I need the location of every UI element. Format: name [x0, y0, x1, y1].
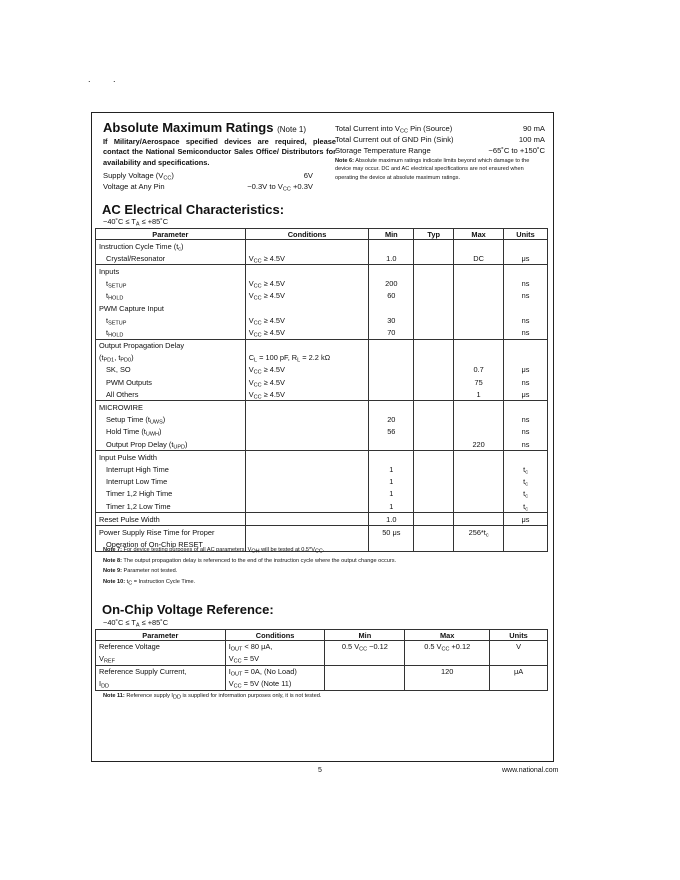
gnd-sink-row: Total Current out of GND Pin (Sink) 100 mA [335, 135, 545, 144]
corner-marks: . . [88, 74, 126, 84]
note-11: Note 11: Reference supply $I_{DD}$ is supplied for information purposes only, it is not tested. [103, 693, 322, 701]
note-10: Note 10: $t_C$ = Instruction Cycle Time. [103, 578, 196, 587]
table-row: Reference Voltage $V_{REF}$ $I_{OUT} < 80$ μA, $V_{CC} = 5V$ 0.5 $V_{CC} -0.12$ 0.5 $V_{CC} +0.12$ V [96, 641, 548, 666]
datasheet-frame [91, 112, 554, 762]
table-row: Operation of On-Chip RESET [96, 539, 548, 552]
table-row: SK, SO $V_{CC} \ge 4.5V$ 0.7 μs [96, 364, 548, 376]
table-row: Reset Pulse Width 1.0 μs [96, 513, 548, 526]
icc-source-row: Total Current into $V_{CC}$ Pin (Source) 90 mA [335, 124, 545, 135]
ac-notes [103, 545, 396, 587]
ac-table [95, 228, 548, 552]
table-row: Output Propagation Delay [96, 339, 548, 352]
page-number: 5 [318, 767, 322, 774]
table-row: PWM Capture Input [96, 302, 548, 314]
table-row: Hold Time $(t_{UWH})$ 56 ns [96, 426, 548, 438]
amr-title: Absolute Maximum Ratings (Note 1) [103, 120, 306, 135]
note-8: Note 8: The output propagation delay is referenced to the end of the instruction cycle where the output change occurs. [103, 557, 397, 564]
table-row: Interrupt Low Time 1 $t_c$ [96, 476, 548, 488]
table-row: Power Supply Rise Time for Proper 50 μs $256*t_c$ [96, 526, 548, 539]
table-row: $t_{SETUP}$ $V_{CC} \ge 4.5V$ 30 ns [96, 314, 548, 326]
ac-condition: −40˚C ≤ $T_A$ ≤ +85˚C [103, 217, 169, 228]
table-row: Setup Time $(t_{UWS})$ 20 ns [96, 414, 548, 426]
table-row: Instruction Cycle Time $(t_c)$ [96, 240, 548, 253]
table-row: Reference Supply Current, $I_{DD}$ $I_{OUT} = 0A$, (No Load) $V_{CC} = 5V$ (Note 11) 120 μA [96, 666, 548, 691]
ac-title: AC Electrical Characteristics: [102, 202, 285, 217]
table-row: Crystal/Resonator $V_{CC} \ge 4.5V$ 1.0 DC μs [96, 252, 548, 265]
table-row: Timer 1,2 Low Time 1 $t_c$ [96, 500, 548, 513]
voltage-any-pin-row: Voltage at Any Pin −0.3V to $V_{CC} +0.3V$ [103, 182, 313, 193]
table-row: $t_{SETUP}$ $V_{CC} \ge 4.5V$ 200 ns [96, 278, 548, 290]
table-row: PWM Outputs $V_{CC} \ge 4.5V$ 75 ns [96, 376, 548, 388]
note-9: Note 9: Parameter not tested. [103, 568, 178, 575]
table-row: ($t_{PD1}$, $t_{PD0}$) $C_L = 100$ pF, $R_L = 2.2$ kΩ [96, 352, 548, 364]
table-row: $t_{HOLD}$ $V_{CC} \ge 4.5V$ 70 ns [96, 326, 548, 339]
note-7: Note 7: For device testing purposes of all AC parameters, $V_{OH}$ will be tested at $0.5*V_{CC}$. [103, 547, 325, 555]
note-6: Note 6: Absolute maximum ratings indicate limits beyond which damage to the device may occur. DC and AC electrical specifications are not ensured when operating the device at absolute maximum ratings. [335, 158, 530, 181]
vref-header-row: Parameter Conditions Min Max Units [96, 630, 548, 641]
vref-table [95, 629, 548, 691]
supply-voltage-row: Supply Voltage $(V_{CC})$ 6V [103, 171, 313, 182]
table-row: MICROWIRE [96, 401, 548, 414]
table-row: Output Prop Delay $(t_{UPD})$ 220 ns [96, 438, 548, 451]
table-row: All Others $V_{CC} \ge 4.5V$ 1 μs [96, 388, 548, 401]
table-row: Input Pulse Width [96, 451, 548, 464]
table-row: Timer 1,2 High Time 1 $t_c$ [96, 488, 548, 500]
military-warning: If Military/Aerospace specified devices are required, please contact the National Semiconductor Sales Office/ Distributors for availability and specifications. [103, 137, 336, 167]
storage-temp-row: Storage Temperature Range −65˚C to +150˚C [335, 146, 545, 155]
vref-condition: −40˚C ≤ $T_A$ ≤ +85˚C [103, 618, 169, 629]
table-row: Inputs [96, 265, 548, 278]
table-row: $t_{HOLD}$ $V_{CC} \ge 4.5V$ 60 ns [96, 290, 548, 302]
footer-url: www.national.com [502, 767, 559, 774]
vref-title: On-Chip Voltage Reference: [102, 602, 274, 617]
table-row: Interrupt High Time 1 $t_c$ [96, 463, 548, 475]
ac-header-row: Parameter Conditions Min Typ Max Units [96, 229, 548, 240]
